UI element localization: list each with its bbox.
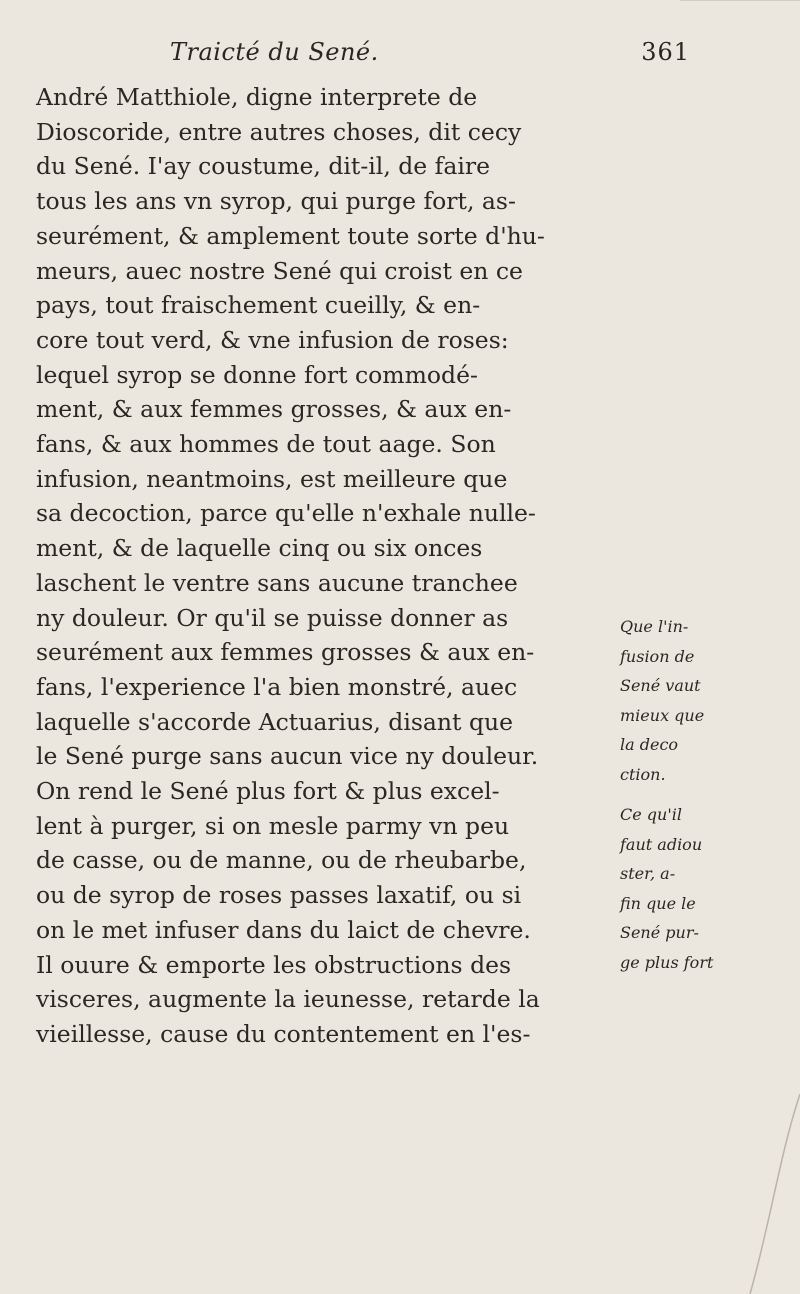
margin-note-line: faut adiou [620,834,703,854]
text-line: André Matthiole, digne interprete de [36,83,478,111]
margin-note-line: ction. [620,764,666,784]
text-line: du Sené. I'ay coustume, dit-il, de faire [36,152,491,181]
text-line: On rend le Sené plus fort & plus excel- [36,777,500,806]
margin-note-line: ge plus fort [620,952,714,972]
running-title: Traicté du Sené. [170,38,379,66]
page-edge-decoration [680,0,800,41]
text-line: infusion, neantmoins, est meilleure que [36,464,508,493]
margin-note-line: Sené pur- [620,923,699,942]
page-header [170,38,690,78]
margin-note-line: Que l'in- [620,617,689,636]
margin-note-line: fin que le [620,893,696,913]
text-line: laquelle s'accorde Actuarius, disant que [36,707,514,736]
text-line: ny douleur. Or qu'il se puisse donner as [36,603,509,632]
text-line: fans, & aux hommes de tout aage. Son [36,430,496,459]
margin-note-line: fusion de [620,646,695,666]
text-line: de casse, ou de manne, ou de rheubarbe, [36,846,527,875]
margin-note-line: la deco [620,735,679,754]
text-line: seurément, & amplement toute sorte d'hu- [36,221,545,250]
text-line: ment, & aux femmes grosses, & aux en- [36,395,512,424]
text-line: seurément aux femmes grosses & aux en- [36,638,535,667]
main-text-block [36,80,656,1052]
text-line: vieillesse, cause du contentement en l'es- [36,1019,531,1048]
margin-note-adjuvants [620,800,800,977]
text-line: laschent le ventre sans aucune tranchee [36,568,518,597]
margin-note-line: Ce qu'il [620,805,682,824]
margin-note-infusion [620,612,800,789]
text-line: Dioscoride, entre autres choses, dit cecy [36,117,522,146]
text-line: visceres, augmente la ieunesse, retarde la [36,985,540,1014]
margin-note-line: ster, a- [620,864,676,883]
text-line: Il ouure & emporte les obstructions des [36,950,512,979]
text-line: meurs, auec nostre Sené qui croist en ce [36,256,523,285]
text-line: on le met infuser dans du laict de chevre. [36,915,531,944]
text-line: sa decoction, parce qu'elle n'exhale nulle- [36,499,536,528]
text-line: lent à purger, si on mesle parmy vn peu [36,811,510,840]
text-line: le Sené purge sans aucun vice ny douleur. [36,742,539,771]
text-line: lequel syrop se donne fort commodé- [36,360,478,389]
text-line: tous les ans vn syrop, qui purge fort, as- [36,187,516,216]
text-line: ou de syrop de roses passes laxatif, ou si [36,881,522,910]
text-line: fans, l'experience l'a bien monstré, auec [36,672,518,701]
text-line: ment, & de laquelle cinq ou six onces [36,534,483,563]
margin-note-line: Sené vaut [620,676,701,695]
text-line: core tout verd, & vne infusion de roses: [36,325,509,354]
margin-note-line: mieux que [620,705,705,725]
page-curl-decoration [740,1094,800,1294]
page-number: 361 [641,38,690,66]
text-line: pays, tout fraischement cueilly, & en- [36,291,481,320]
